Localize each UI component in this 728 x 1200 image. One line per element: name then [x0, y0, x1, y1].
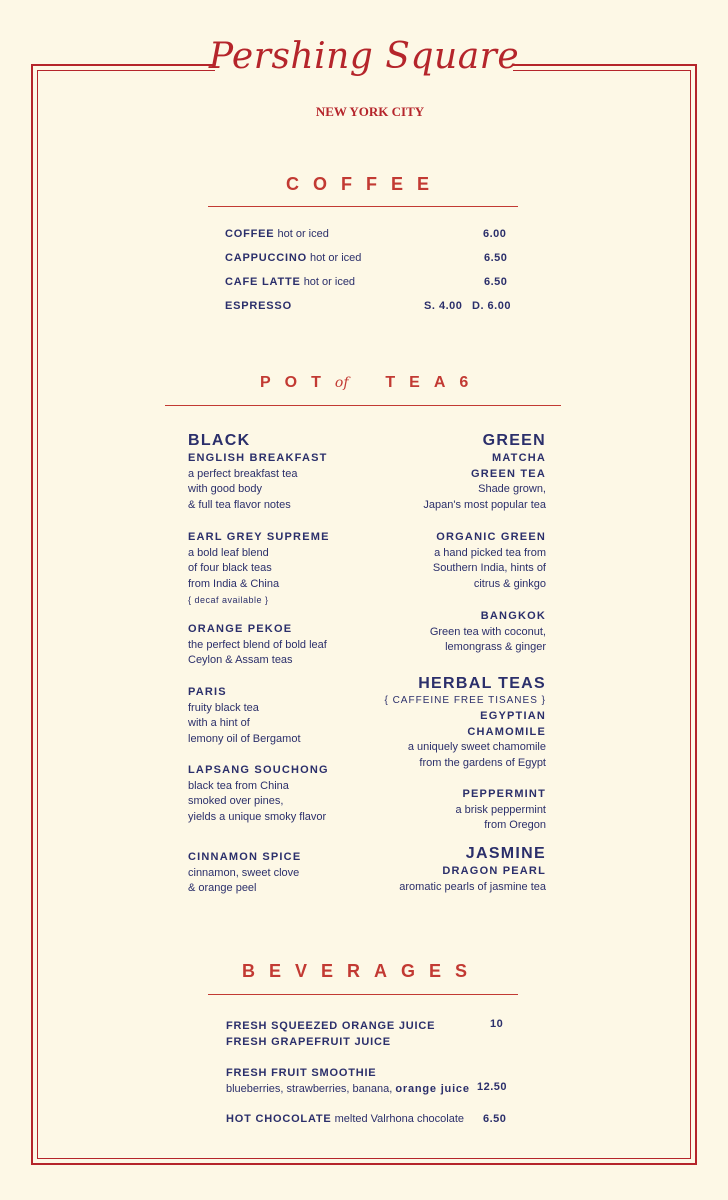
menu-item-smoothie [226, 1065, 470, 1097]
item-desc-highlight: orange juice [395, 1083, 470, 1095]
tea-desc-line: cinnamon, sweet clove [188, 866, 300, 879]
category-green: GREEN [482, 432, 546, 449]
herbal-note: { CAFFEINE FREE TISANES } [384, 695, 546, 706]
tea-english-breakfast [188, 451, 328, 514]
tea-name: DRAGON PEARL [442, 865, 546, 877]
menu-item-espresso [225, 300, 292, 312]
menu-item-coffee [225, 228, 329, 240]
tea-name: PARIS [188, 686, 227, 698]
tea-desc-line: Southern India, hints of [432, 562, 546, 575]
coffee-heading: COFFEE [286, 174, 444, 194]
item-desc: blueberries, strawberries, banana, [226, 1083, 393, 1095]
item-name: ESPRESSO [225, 300, 292, 312]
tea-earl-grey-supreme [188, 530, 330, 609]
tea-desc-line: lemongrass & ginger [445, 641, 546, 654]
tea-desc-line: & orange peel [188, 882, 257, 895]
tea-heading-tea: TEA [385, 374, 460, 391]
tea-egyptian-chamomile [408, 709, 546, 772]
item-desc: hot or iced [277, 228, 329, 240]
tea-desc-line: Ceylon & Assam teas [188, 654, 293, 667]
tea-bangkok [430, 609, 546, 656]
espresso-double-price: D. 6.00 [472, 300, 511, 312]
tea-desc-line: with a hint of [188, 717, 250, 730]
tea-desc-line: the perfect blend of bold leaf [188, 638, 327, 651]
tea-desc-line: yields a unique smoky flavor [188, 811, 327, 824]
tea-desc-line: from India & China [188, 578, 280, 591]
tea-desc-line: citrus & ginkgo [473, 578, 546, 591]
tea-desc-line: lemony oil of Bergamot [188, 733, 301, 746]
tea-name: CINNAMON SPICE [188, 851, 302, 863]
tea-name: EGYPTIAN [480, 710, 546, 722]
tea-name: ENGLISH BREAKFAST [188, 452, 328, 464]
item-price: 6.50 [483, 1113, 507, 1125]
tea-desc-line: a brisk peppermint [455, 803, 546, 816]
item-price: 6.50 [484, 252, 508, 264]
tea-desc-line: Japan's most popular tea [423, 499, 546, 512]
tea-desc-line: a bold leaf blend [188, 546, 269, 559]
tea-desc-line: from the gardens of Egypt [419, 757, 546, 770]
tea-cinnamon-spice [188, 850, 301, 897]
tea-matcha [423, 451, 546, 514]
item-desc: hot or iced [303, 276, 356, 288]
tea-desc-line: & full tea flavor notes [188, 499, 291, 512]
tea-lapsang-souchong [188, 763, 329, 826]
tea-name: ORANGE PEKOE [188, 623, 293, 635]
item-name: FRESH SQUEEZED ORANGE JUICE [226, 1020, 436, 1032]
tea-desc-line: a hand picked tea from [434, 546, 546, 559]
tea-name: MATCHA [491, 452, 546, 464]
tea-desc-line: Shade grown, [478, 483, 546, 496]
category-jasmine: JASMINE [465, 845, 546, 862]
item-name: CAFE LATTE [225, 276, 301, 288]
menu-item-juices [226, 1018, 435, 1050]
menu-item-hot-chocolate [226, 1113, 464, 1125]
tea-name: EARL GREY SUPREME [188, 531, 330, 543]
tea-desc-line: a perfect breakfast tea [188, 467, 298, 480]
tea-orange-pekoe [188, 622, 327, 669]
tea-heading [260, 374, 482, 392]
tea-desc-line: aromatic pearls of jasmine tea [399, 880, 546, 893]
item-desc: hot or iced [310, 252, 362, 264]
item-price: 6.00 [483, 228, 507, 240]
beverages-heading: BEVERAGES [242, 961, 482, 981]
tea-paris [188, 685, 301, 748]
tea-desc-line: of four black teas [188, 562, 272, 575]
tea-desc-line: a uniquely sweet chamomile [407, 741, 546, 754]
item-price: 10 [490, 1018, 504, 1030]
tea-name: BANGKOK [480, 610, 546, 622]
item-name: CAPPUCCINO [225, 252, 307, 264]
item-name: FRESH GRAPEFRUIT JUICE [226, 1036, 391, 1048]
espresso-single-price: S. 4.00 [424, 300, 463, 312]
tea-heading-of: of [334, 375, 349, 391]
category-black: BLACK [188, 432, 251, 449]
item-name: COFFEE [225, 228, 275, 240]
item-price: 6.50 [484, 276, 508, 288]
menu-border-inner [37, 70, 691, 1159]
tea-name: GREEN TEA [471, 467, 546, 480]
item-name: HOT CHOCOLATE [226, 1113, 332, 1125]
tea-desc-line: black tea from China [188, 779, 289, 792]
tea-name: LAPSANG SOUCHONG [188, 764, 329, 776]
tea-desc-line: from Oregon [484, 819, 546, 832]
decaf-note: { decaf available } [188, 594, 269, 605]
item-name: FRESH FRUIT SMOOTHIE [226, 1067, 377, 1079]
tea-desc-line: with good body [188, 483, 262, 496]
tea-desc-line: smoked over pines, [188, 795, 284, 808]
tea-peppermint [456, 787, 547, 834]
menu-item-cafe-latte [225, 276, 355, 288]
brand-logo: Pershing Square [208, 36, 520, 77]
tea-heading-price: 6 [459, 374, 483, 391]
beverages-rule [208, 994, 518, 995]
menu-item-cappuccino [225, 252, 361, 264]
category-herbal: HERBAL TEAS [418, 675, 546, 692]
tea-desc-line: Green tea with coconut, [429, 625, 546, 638]
item-price: 12.50 [477, 1081, 508, 1093]
coffee-rule [208, 206, 518, 207]
tea-dragon-pearl [399, 864, 546, 895]
tea-name: PEPPERMINT [462, 788, 546, 800]
city-subtitle: NEW YORK CITY [315, 104, 425, 119]
tea-name: CHAMOMILE [467, 725, 546, 738]
item-desc: melted Valrhona chocolate [334, 1113, 465, 1125]
tea-heading-pot: POT [260, 374, 335, 391]
tea-desc-line: fruity black tea [188, 701, 259, 714]
tea-name: ORGANIC GREEN [436, 531, 546, 543]
tea-organic-green [433, 530, 546, 593]
tea-rule [165, 405, 561, 406]
